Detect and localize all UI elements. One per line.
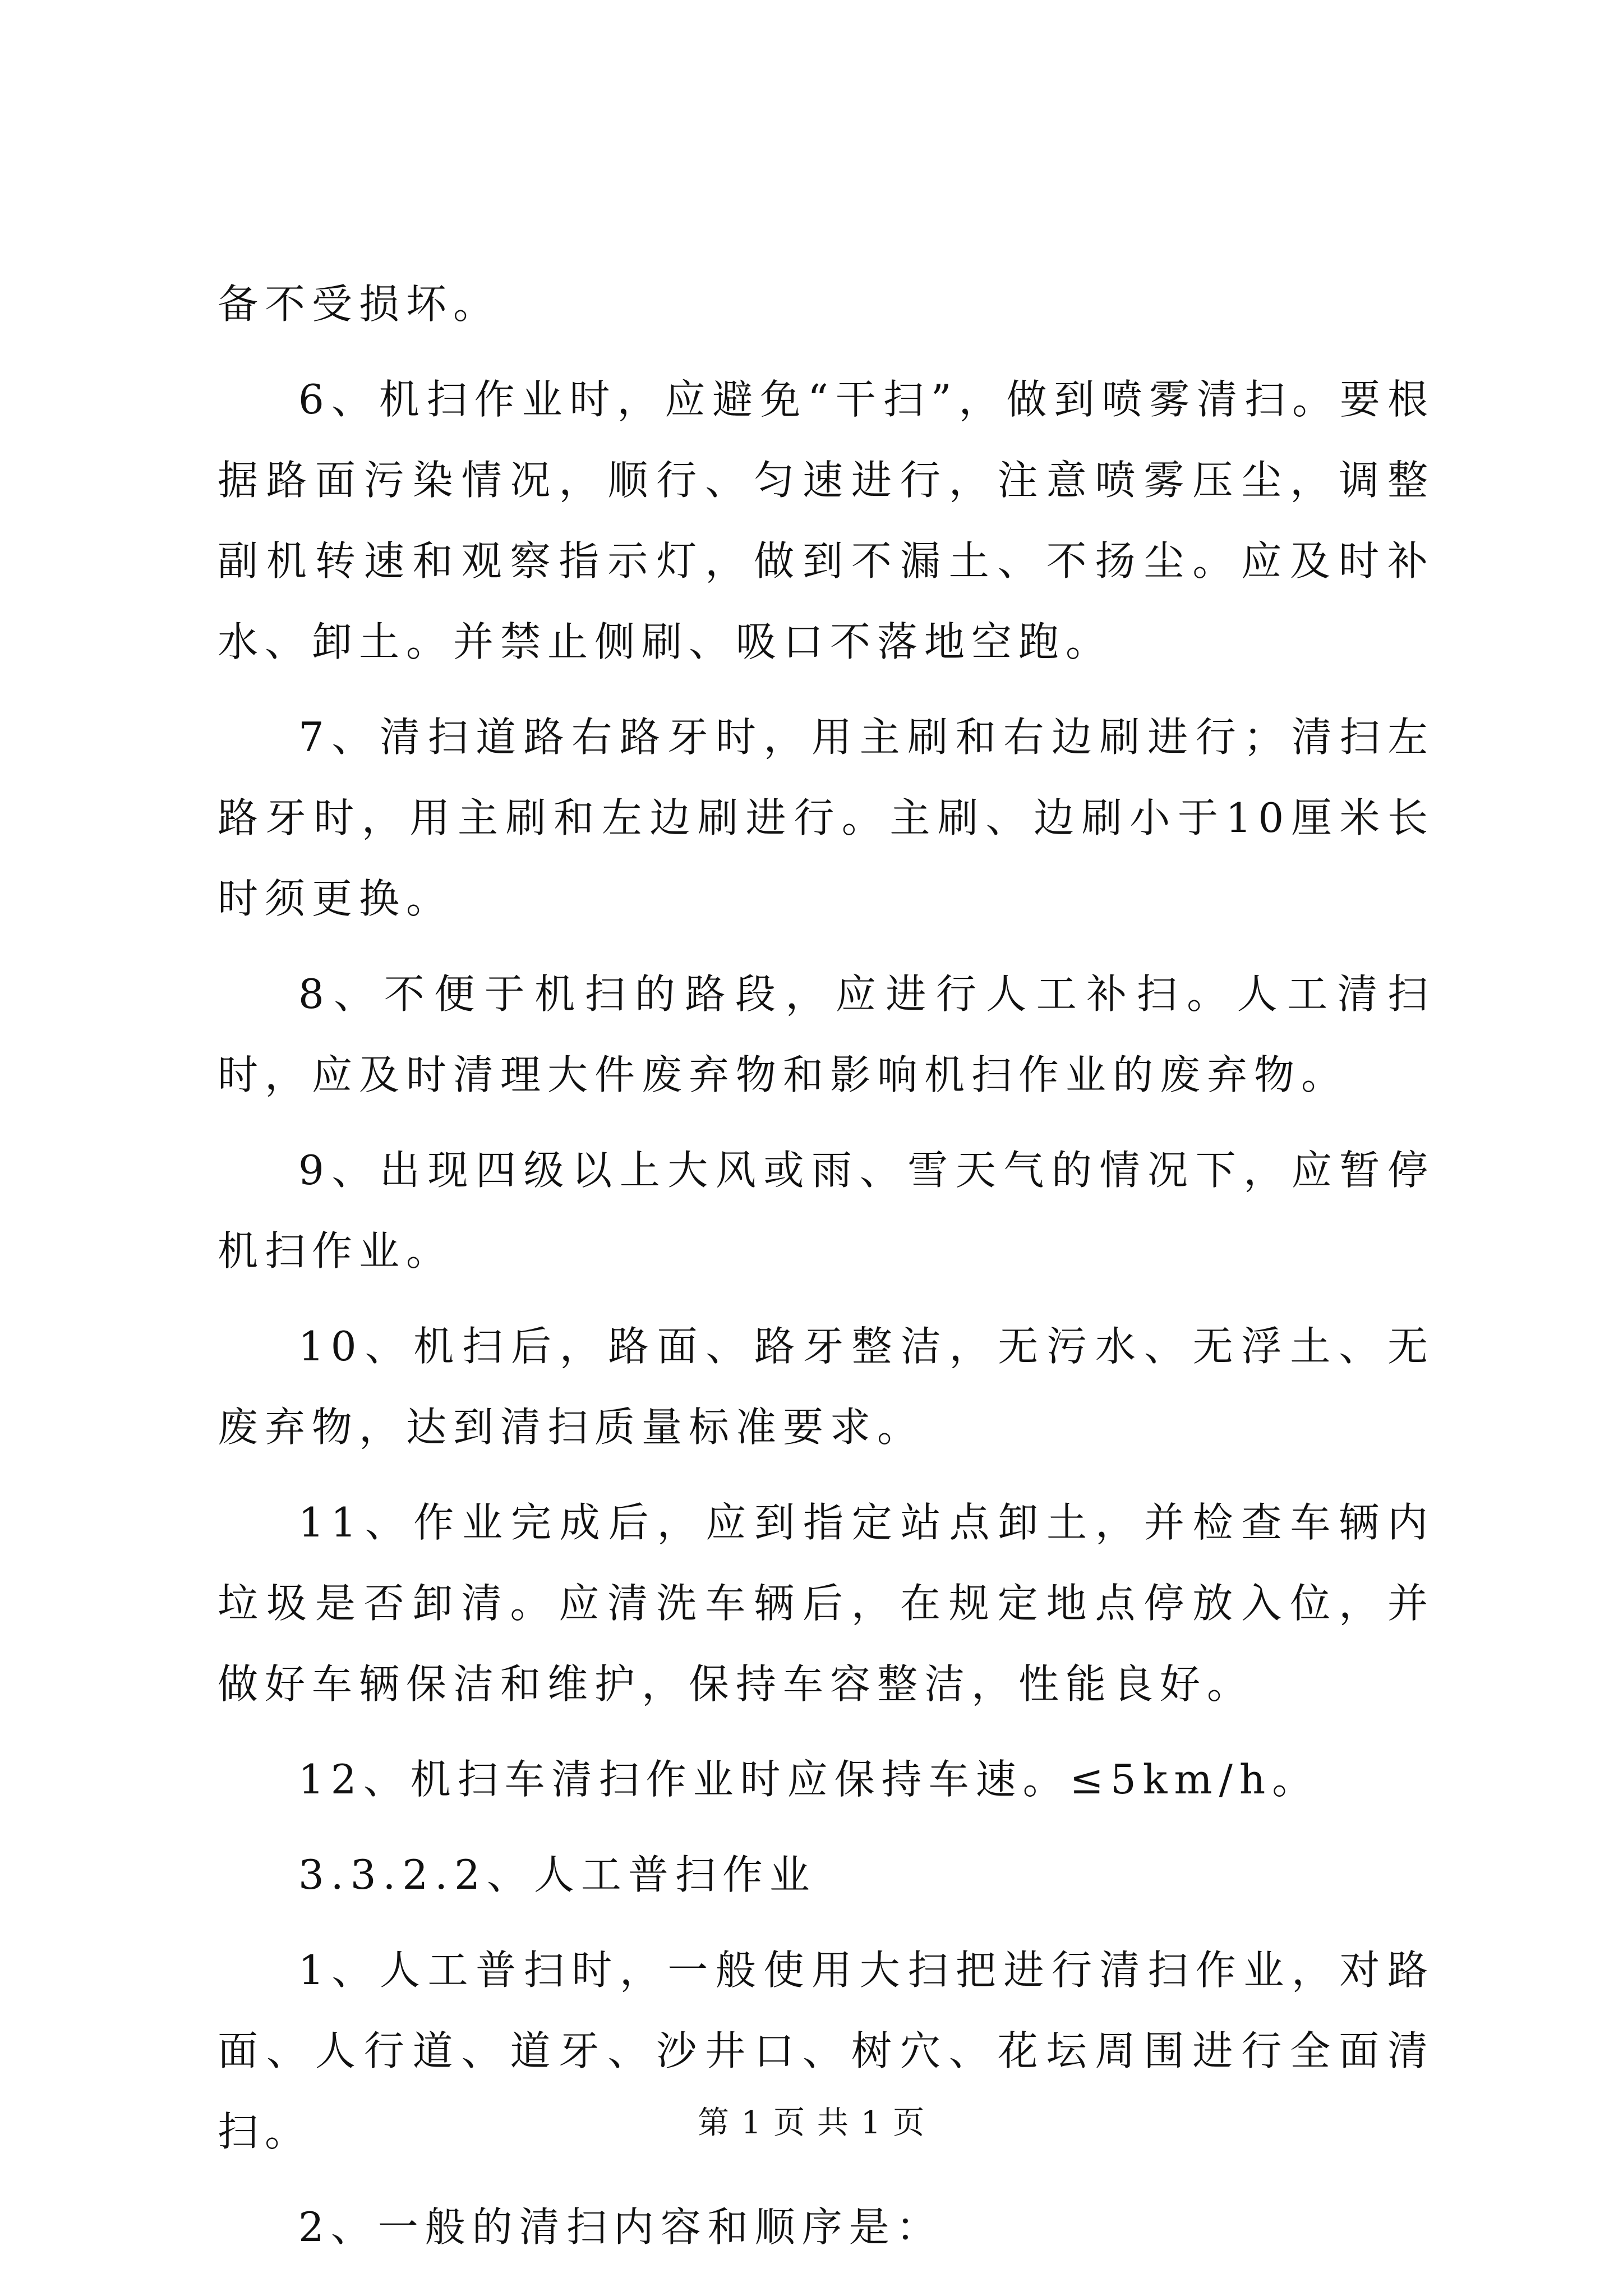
paragraph-sub-item-1: 1、人工普扫时，一般使用大扫把进行清扫作业，对路面、人行道、道牙、沙井口、树穴、花坛周围进行全面清扫。 [218,1947,1435,2155]
paragraph-continuation: 备不受损坏。 [218,280,501,328]
page-number-footer: 第 1 页 共 1 页 [697,2105,926,2141]
paragraph-item-10: 10、机扫后，路面、路牙整洁，无污水、无浮土、无废弃物，达到清扫质量标准要求。 [218,1323,1435,1451]
document-body [218,264,1435,2282]
paragraph-item-6: 6、机扫作业时，应避免“干扫”，做到喷雾清扫。要根据路面污染情况，顺行、匀速进行，注意喷雾压尘，调整副机转速和观察指示灯，做到不漏土、不扬尘。应及时补水、卸土。并禁止侧刷、吸口不落地空跑。 [218,376,1435,665]
section-heading: 3.3.2.2、人工普扫作业 [298,1851,817,1898]
paragraph-item-11: 11、作业完成后，应到指定站点卸土，并检查车辆内垃圾是否卸清。应清洗车辆后，在规定地点停放入位，并做好车辆保洁和维护，保持车容整洁，性能良好。 [218,1499,1435,1708]
paragraph-item-8: 8、不便于机扫的路段，应进行人工补扫。人工清扫时，应及时清理大件废弃物和影响机扫作业的废弃物。 [218,970,1435,1098]
paragraph-sub-item-2: 2、一般的清扫内容和顺序是： [298,2203,943,2251]
paragraph-item-9: 9、出现四级以上大风或雨、雪天气的情况下，应暂停机扫作业。 [218,1147,1435,1274]
paragraph-item-7: 7、清扫道路右路牙时，用主刷和右边刷进行；清扫左路牙时，用主刷和左边刷进行。主刷、边刷小于10厘米长时须更换。 [218,714,1435,922]
paragraph-item-12: 12、机扫车清扫作业时应保持车速。≤5km/h。 [298,1756,1320,1803]
